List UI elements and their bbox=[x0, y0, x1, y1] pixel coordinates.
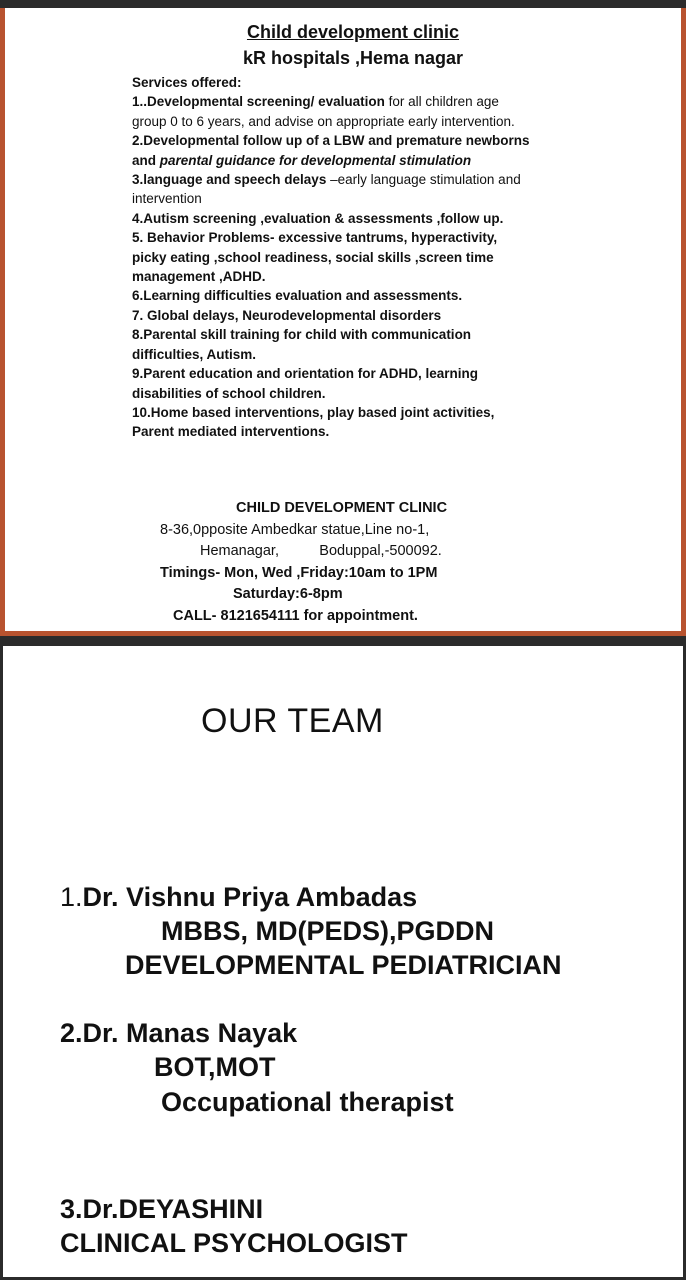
services-header: Services offered: bbox=[132, 75, 242, 90]
service-text-bold: 8.Parental skill training for child with communication difficulties, Autism. bbox=[132, 327, 472, 362]
team-title: OUR TEAM bbox=[201, 702, 384, 740]
member-1-number: 1. bbox=[60, 882, 83, 912]
address-line-2: Hemanagar, Boduppal,-500092. bbox=[200, 543, 442, 559]
clinic-title: Child development clinic bbox=[246, 22, 460, 42]
service-text-bold: 4.Autism screening ,evaluation & assessments ,follow up. bbox=[132, 210, 504, 226]
services-list bbox=[132, 73, 532, 442]
member-3-name: 3.Dr.DEYASHINI bbox=[60, 1194, 264, 1224]
service-text-bold: 1..Developmental screening/ evaluation bbox=[132, 94, 385, 110]
member-1-name-text: Dr. Vishnu Priya Ambadas bbox=[82, 882, 418, 912]
service-text-bold: 5. Behavior Problems- excessive tantrums, hyperactivity, picky eating ,school readiness, social skills ,screen time management ,ADHD. bbox=[132, 230, 498, 285]
member-1-qualification: MBBS, MD(PEDS),PGDDN bbox=[161, 916, 495, 946]
service-item bbox=[132, 306, 532, 325]
service-item bbox=[132, 228, 532, 286]
address-clinic-name: CHILD DEVELOPMENT CLINIC bbox=[236, 500, 448, 516]
member-3-role: CLINICAL PSYCHOLOGIST bbox=[60, 1228, 408, 1258]
service-text-bold: 9.Parent education and orientation for ADHD, learning disabilities of school children. bbox=[132, 366, 479, 401]
member-2-name: 2.Dr. Manas Nayak bbox=[60, 1018, 298, 1048]
service-text-bold: 6.Learning difficulties evaluation and assessments. bbox=[132, 288, 463, 304]
service-text-bold: 2.Developmental follow up of a LBW and premature newborns and bbox=[132, 133, 530, 168]
appointment-phone: CALL- 8121654111 for appointment. bbox=[173, 607, 418, 624]
team-slide bbox=[0, 646, 686, 1280]
member-2-qualification: BOT,MOT bbox=[154, 1052, 276, 1082]
service-item bbox=[132, 92, 532, 131]
service-item bbox=[132, 325, 532, 364]
service-item bbox=[132, 170, 532, 209]
member-1-name bbox=[60, 882, 417, 913]
service-text-bold: 7. Global delays, Neurodevelopmental disorders bbox=[132, 307, 442, 323]
timings-weekday: Timings- Mon, Wed ,Friday:10am to 1PM bbox=[160, 564, 438, 581]
clinic-services-slide bbox=[0, 8, 686, 636]
address-line-1: 8-36,0pposite Ambedkar statue,Line no-1, bbox=[160, 521, 430, 538]
timings-saturday: Saturday:6-8pm bbox=[233, 586, 343, 602]
member-1-role: DEVELOPMENTAL PEDIATRICIAN bbox=[125, 950, 562, 980]
service-item bbox=[132, 209, 532, 228]
member-2-role: Occupational therapist bbox=[161, 1087, 454, 1117]
clinic-subtitle: kR hospitals ,Hema nagar bbox=[242, 48, 464, 68]
service-item bbox=[132, 403, 532, 442]
service-text-bold: 10.Home based interventions, play based joint activities, Parent mediated interventions. bbox=[132, 404, 495, 440]
service-text-italic: parental guidance for developmental stimulation bbox=[159, 152, 472, 168]
clinic-address-block bbox=[125, 498, 575, 627]
service-text: for all children age group 0 to 6 years, and advise on appropriate early intervention. bbox=[132, 94, 515, 129]
service-item bbox=[132, 131, 532, 170]
service-item bbox=[132, 364, 532, 403]
service-text-bold: 3.language and speech delays bbox=[132, 172, 331, 188]
service-text: –early language stimulation and intervention bbox=[132, 172, 521, 207]
service-item bbox=[132, 286, 532, 305]
